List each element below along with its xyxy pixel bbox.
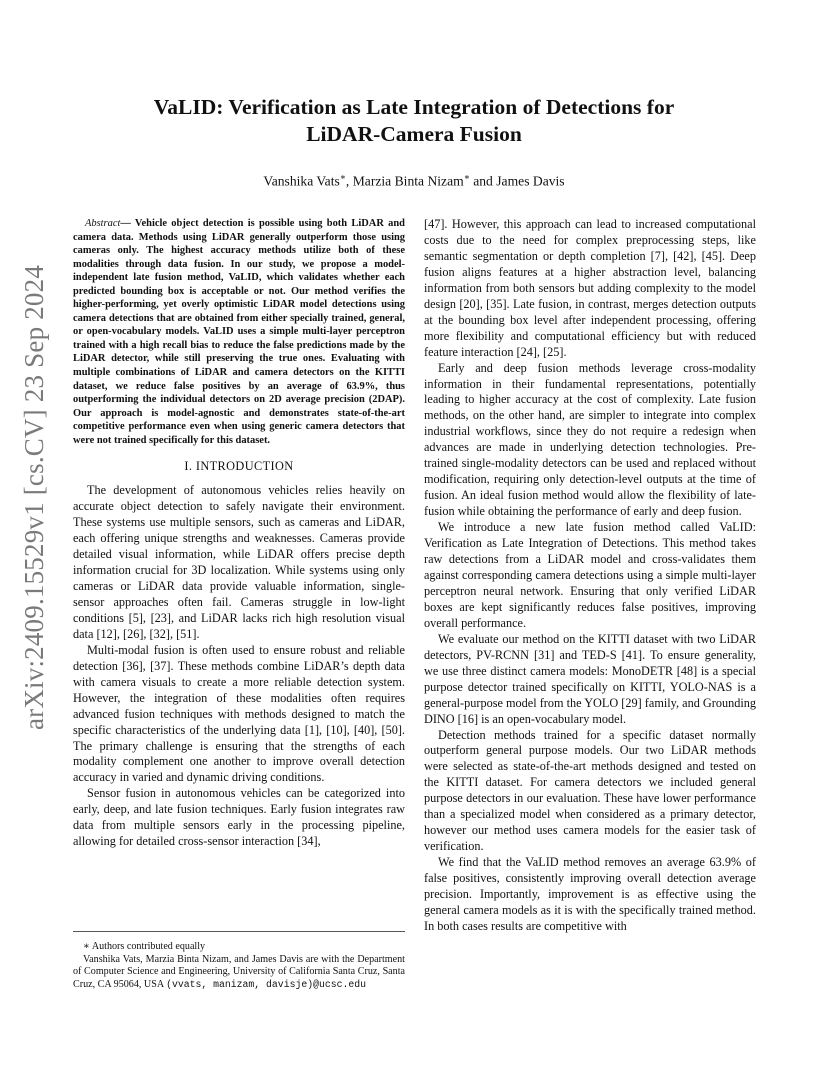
body-paragraph: Early and deep fusion methods leverage cross-modality information in their fundamental representations, potentially leading to higher accuracy at the cost of complexity. Late fusion methods, on the other hand, are simpler to integrate into complex industrial workflows, since they do not require a redesign when advances are made in underlying detection technologies. Pre-trained single-modality detectors can be used and replaced without modification, requiring only detection-level outputs at the time of fusion. An ideal fusion method would allow the flexibility of late-fusion while obtaining the performance of early and deep fusion. bbox=[424, 360, 756, 519]
body-paragraph: [47]. However, this approach can lead to increased computational costs due to the need for complex preprocessing steps, like semantic segmentation or depth completion [7], [42], [45]. Deep fusion aligns features at a higher abstraction level, balancing information from both sensors but adding complexity to the model design [20], [35]. Late fusion, in contrast, merges detection outputs at the bounding box level after independent processing, offering more flexibility and computational efficiency but with reduced feature interaction [24], [25]. bbox=[424, 217, 756, 359]
body-paragraph: Detection methods trained for a specific dataset normally outperform general purpose models. Our two LiDAR methods were selected as state-of-the-art methods designed and tested on the KITTI dataset. For camera detectors we included general purpose detectors in our evaluation. These have lower performance than a specialized model when considered as a primary detector, however our method uses camera models for the easier task of verification. bbox=[424, 727, 756, 854]
body-paragraph: The development of autonomous vehicles relies heavily on accurate object detection to safely navigate their environment. These systems use multiple sensors, such as cameras and LiDAR, each offering unique strengths and weaknesses. Cameras provide detailed visual information, while LiDAR offers precise depth information crucial for 3D localization. While systems using only cameras or LiDAR data provide valuable information, single-sensor approaches often fail. Cameras struggle in low-light conditions [5], [23], and LiDAR lacks rich high resolution visual data [12], [26], [32], [51]. bbox=[73, 483, 405, 641]
footnote-affiliation bbox=[73, 954, 405, 992]
author-separator: and bbox=[469, 173, 497, 189]
author-name: James Davis bbox=[496, 173, 565, 189]
arxiv-identifier bbox=[14, 264, 56, 730]
author-name: Vanshika Vats bbox=[263, 173, 340, 189]
body-paragraph: Multi-modal fusion is often used to ensure robust and reliable detection [36], [37]. These methods combine LiDAR’s depth data with camera visuals to create a more reliable detection system. However, the integration of these modalities often requires advanced fusion techniques with methods designed to match the specific characteristics of the underlying data [1], [10], [40], [50]. The primary challenge is ensuring that the strengths of each modality complement one another to improve overall detection accuracy in varied and dynamic driving conditions. bbox=[73, 642, 405, 785]
footnotes bbox=[73, 931, 405, 992]
author-list bbox=[60, 172, 768, 190]
paper-title bbox=[60, 94, 768, 148]
section-heading: I. INTRODUCTION bbox=[184, 459, 294, 474]
arxiv-id-text: arXiv:2409.15529v1 [cs.CV] 23 Sep 2024 bbox=[19, 264, 50, 730]
title-line-1: VaLID: Verification as Late Integration of Detections for bbox=[153, 95, 675, 119]
body-paragraph: We find that the VaLID method removes an average 63.9% of false positives, consistently improving overall detection average precision. Importantly, improvement is as effective using the general camera models as it is with the specifically trained method. In both cases results are competitive with bbox=[424, 855, 756, 933]
author-separator: , bbox=[345, 173, 353, 189]
right-column bbox=[424, 217, 756, 935]
author-name: Marzia Binta Nizam bbox=[352, 173, 464, 189]
title-line-2: LiDAR-Camera Fusion bbox=[306, 122, 522, 146]
author-mark: ∗ bbox=[339, 172, 346, 182]
left-column bbox=[73, 217, 405, 850]
footnote-emails: (vvats, manizam, davisje)@ucsc.edu bbox=[166, 979, 366, 991]
author-mark: ∗ bbox=[463, 172, 470, 182]
footnote-affiliation-text: Vanshika Vats, Marzia Binta Nizam, and James Davis are with the Department of Computer Science and Engineering, University of California Santa Cruz, Santa Cruz, CA 95064, USA bbox=[73, 953, 405, 991]
abstract bbox=[73, 217, 405, 447]
body-paragraph: We evaluate our method on the KITTI dataset with two LiDAR detectors, PV-RCNN [31] and TED-S [41]. To ensure generality, we use three distinct camera models: MonoDETR [48] is a special purpose detector trained specifically on KITTI, YOLO-NAS is a general-purpose model from the YOLO [29] family, and Grounding DINO [16] is an open-vocabulary model. bbox=[424, 631, 756, 726]
body-paragraph: We introduce a new late fusion method called VaLID: Verification as Late Integration of Detections. This method takes raw detections from a LiDAR model and cross-validates them against corresponding camera detections using a simple multi-layer perceptron neural network. Ensuring that only verified LiDAR boxes are kept significantly reduces false positives, improving overall performance. bbox=[424, 520, 756, 630]
footnote-equal-contribution: ∗ Authors contributed equally bbox=[83, 941, 206, 952]
abstract-text: — Vehicle object detection is possible using both LiDAR and camera data. Methods using LiDAR generally outperform those using cameras only. The highest accuracy methods utilize both of these modalities through data fusion. In our study, we propose a model-independent late fusion method, VaLID, which validates whether each predicted bounding box is acceptable or not. Our method verifies the higher-performing, yet overly optimistic LiDAR model detections using camera detections that are obtained from either specially trained, general, or open-vocabulary models. VaLID uses a simple multi-layer perceptron trained with a high recall bias to reduce the false predictions made by the LiDAR detector, while still preserving the true ones. Evaluating with multiple combinations of LiDAR and camera detectors on the KITTI dataset, we reduce false positives by an average of 63.9%, thus outperforming the individual detectors on 2D average precision (2DAP). Our approach is model-agnostic and demonstrates state-of-the-art competitive performance even when using generic camera detectors that were not trained specifically for this dataset. bbox=[73, 218, 405, 446]
body-paragraph: Sensor fusion in autonomous vehicles can be categorized into early, deep, and late fusion techniques. Early fusion integrates raw data from multiple sensors early in the processing pipeline, allowing for detailed cross-sensor interaction [34], bbox=[73, 786, 405, 849]
abstract-label: Abstract bbox=[85, 218, 121, 229]
